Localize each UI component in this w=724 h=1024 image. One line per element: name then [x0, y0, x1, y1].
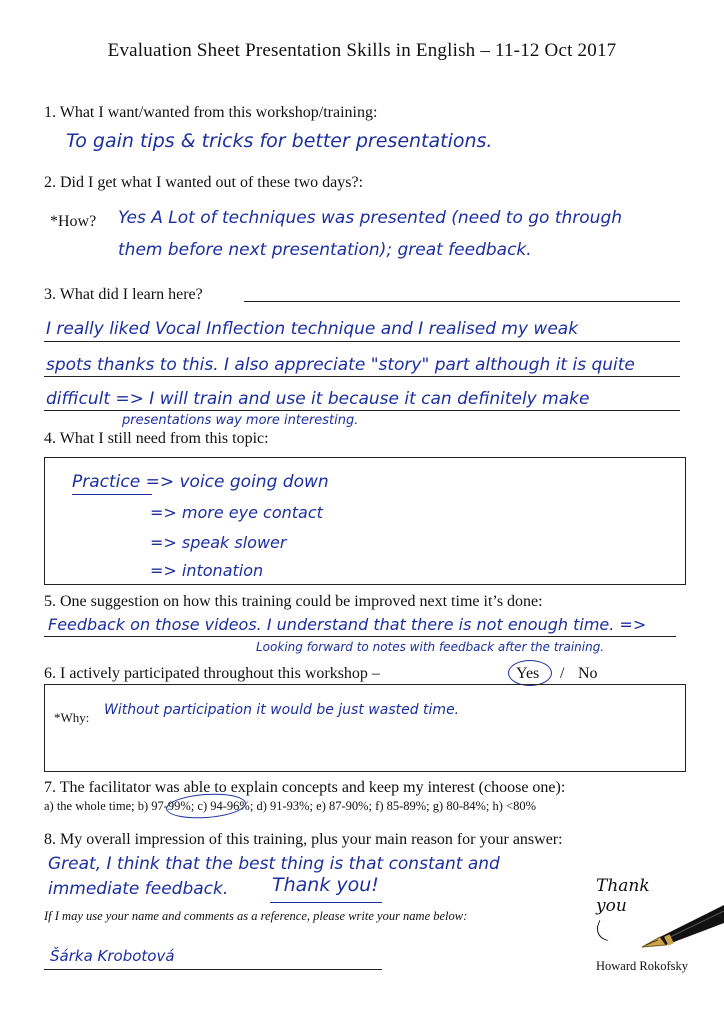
question-1-label: 1. What I want/wanted from this workshop/training:	[44, 104, 378, 121]
no-option: No	[578, 665, 598, 682]
question-3-answer-line-4: presentations way more interesting.	[122, 413, 359, 428]
question-3-label-line	[244, 301, 680, 302]
page-title: Evaluation Sheet Presentation Skills in English – 11-12 Oct 2017	[107, 40, 617, 61]
fountain-pen-icon	[640, 897, 724, 957]
thank-you-note: Thank you!	[272, 874, 379, 896]
question-6-answer: Without participation it would be just wasted time.	[104, 702, 460, 718]
why-label: *Why:	[54, 710, 90, 725]
question-4-item-1: Practice => voice going down	[72, 472, 329, 492]
question-5-ruled-line	[44, 636, 676, 637]
reference-name-line	[44, 969, 382, 970]
question-5-answer-line-2: Looking forward to notes with feedback after the training.	[256, 640, 605, 654]
question-6-label: 6. I actively participated throughout this workshop –	[44, 665, 380, 682]
thank-you-underline	[270, 902, 382, 903]
practice-underline	[72, 494, 152, 495]
question-3-label: 3. What did I learn here?	[44, 286, 203, 303]
question-4-item-3: => speak slower	[150, 533, 287, 552]
question-1-answer: To gain tips & tricks for better presentations.	[66, 130, 493, 152]
question-7-label: 7. The facilitator was able to explain concepts and keep my interest (choose one):	[44, 779, 566, 796]
yes-no-separator: /	[560, 665, 565, 682]
handwritten-signature: Thank you	[596, 876, 650, 916]
signature-flourish	[594, 920, 614, 941]
question-8-label: 8. My overall impression of this training, plus your main reason for your answer:	[44, 831, 563, 848]
question-3-ruled-line-1	[44, 341, 680, 342]
question-6-why-box	[44, 684, 686, 772]
reference-label: If I may use your name and comments as a reference, please write your name below:	[44, 909, 468, 923]
question-3-answer-line-2: spots thanks to this. I also appreciate "story" part although it is quite	[46, 355, 635, 375]
question-5-label: 5. One suggestion on how this training could be improved next time it’s done:	[44, 593, 543, 610]
question-4-label: 4. What I still need from this topic:	[44, 430, 269, 447]
question-3-answer-line-1: I really liked Vocal Inflection technique and I realised my weak	[46, 319, 579, 339]
question-8-answer-line-1: Great, I think that the best thing is that constant and	[48, 854, 500, 874]
question-3-ruled-line-3	[44, 410, 680, 411]
signature-name: Howard Rokofsky	[596, 959, 689, 973]
question-2-label: 2. Did I get what I wanted out of these two days?:	[44, 174, 364, 191]
question-2-answer-line-2: them before next presentation); great feedback.	[118, 240, 532, 260]
yes-option: Yes	[516, 665, 540, 682]
question-3-ruled-line-2	[44, 376, 680, 377]
question-4-item-4: => intonation	[150, 561, 264, 580]
question-4-item-2: => more eye contact	[150, 503, 323, 522]
question-2-answer-line-1: Yes A Lot of techniques was presented (need to go through	[118, 208, 623, 228]
question-7-options: a) the whole time; b) 97-99%; c) 94-96%; d) 91-93%; e) 87-90%; f) 85-89%; g) 80-84%; h) <80%	[44, 799, 536, 813]
question-5-answer-line-1: Feedback on those videos. I understand that there is not enough time. =>	[48, 615, 647, 634]
question-2-how-label: *How?	[50, 213, 97, 230]
question-8-answer-line-2: immediate feedback.	[48, 879, 229, 899]
question-3-answer-line-3: difficult => I will train and use it because it can definitely make	[46, 389, 590, 409]
reference-name: Šárka Krobotová	[50, 947, 175, 965]
